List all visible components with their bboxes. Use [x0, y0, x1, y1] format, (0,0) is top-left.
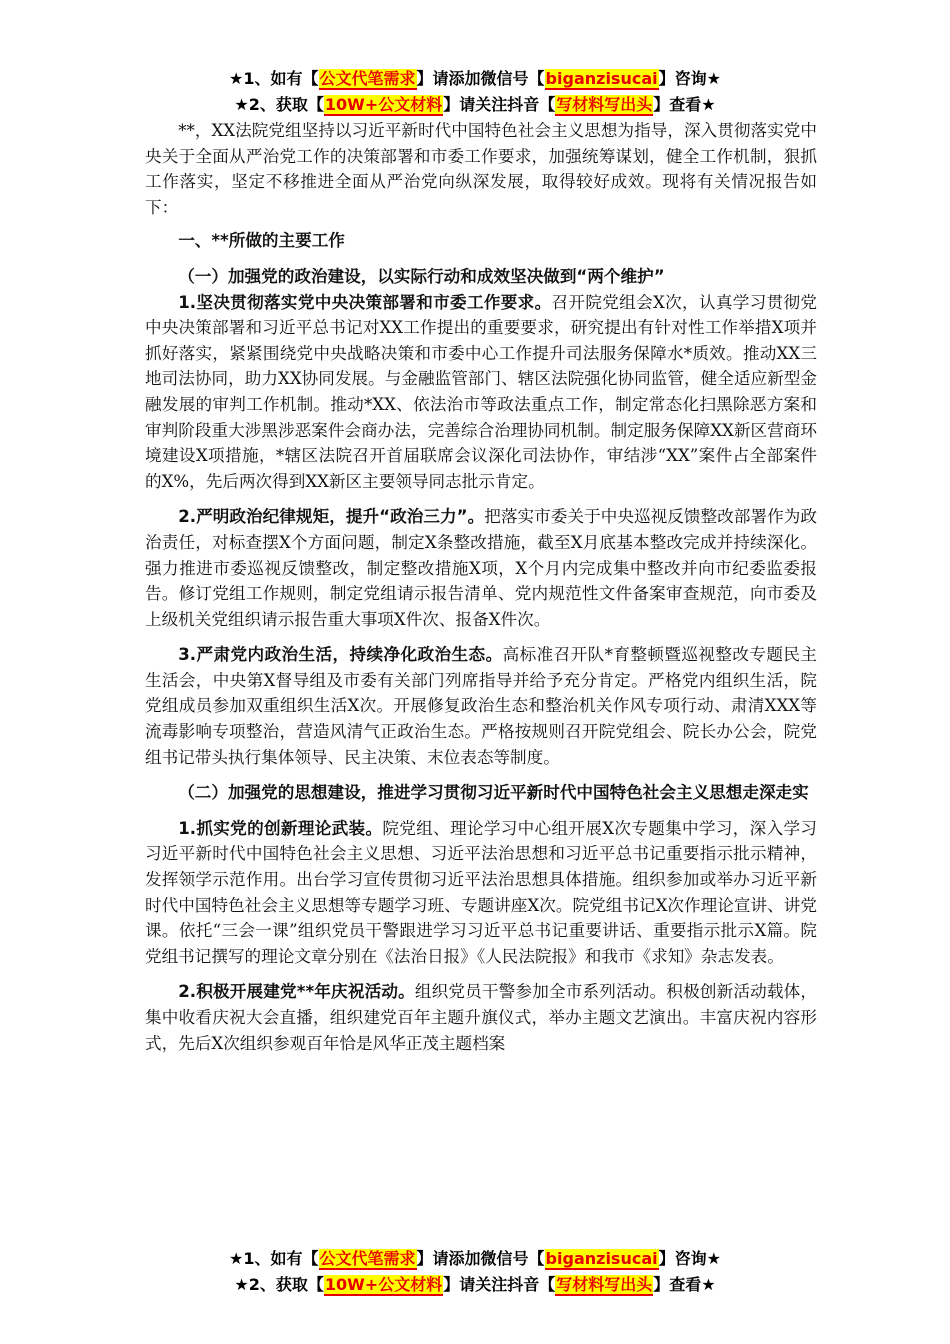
paragraph-2: 2.严明政治纪律规矩，提升“政治三力”。把落实市委关于中央巡视反馈整改部署作为政治责任，对标查摆X个方面问题，制定X条整改措施，截至X月底基本整改完成并持续深化。强力推进市委巡视反馈整改，制定整改措施X项，X个月内完成集中整改并向市纪委监委报告。修订党组工作规则，制定党组请示报告清单、党内规范性文件备案审查规范，向市委及上级机关党组织请示报告重大事项X件次、报备X件次。: [145, 507, 817, 629]
intro-paragraph: **，XX法院党组坚持以习近平新时代中国特色社会主义思想为指导，深入贯彻落实党中央关于全面从严治党工作的决策部署和市委工作要求，加强统筹谋划，健全工作机制，狠抓工作落实，坚定不移推进全面从严治党向纵深发展，取得较好成效。现将有关情况报告如下：: [145, 121, 817, 217]
subsection-heading-2: （二）加强党的思想建设，推进学习贯彻习近平新时代中国特色社会主义思想走深走实: [178, 783, 809, 803]
document-body: [145, 118, 817, 1056]
highlight-materials: 10W+公文材料: [324, 95, 443, 114]
paragraph-lead: 2.积极开展建党**年庆祝活动。: [178, 982, 415, 1002]
paragraph-lead: 3.严肃党内政治生活，持续净化政治生态。: [178, 645, 503, 665]
banner-line-2: ★2、获取【10W+公文材料】请关注抖音【写材料写出头】查看★: [234, 1275, 716, 1294]
top-banner: [0, 66, 950, 118]
highlight-douyin: 写材料写出头: [556, 95, 653, 114]
banner-line-1: ★1、如有【公文代笔需求】请添加微信号【biganzisucai】咨询★: [229, 69, 721, 88]
banner-line-2: ★2、获取【10W+公文材料】请关注抖音【写材料写出头】查看★: [234, 95, 716, 114]
paragraph-lead: 1.坚决贯彻落实党中央决策部署和市委工作要求。: [178, 292, 552, 312]
highlight-service: 公文代笔需求: [319, 69, 416, 88]
banner-line-1: ★1、如有【公文代笔需求】请添加微信号【biganzisucai】咨询★: [229, 1249, 721, 1268]
paragraph-lead: 1.抓实党的创新理论武装。: [178, 818, 383, 838]
subsection-heading-1: （一）加强党的政治建设，以实际行动和成效坚决做到“两个维护”: [178, 266, 665, 286]
paragraph-4: 1.抓实党的创新理论武装。院党组、理论学习中心组开展X次专题集中学习，深入学习习近平新时代中国特色社会主义思想、习近平法治思想和习近平总书记重要指示批示精神，发挥领学示范作用。出台学习宣传贯彻习近平法治思想具体措施。组织参加或举办习近平新时代中国特色社会主义思想等专题学习班、专题讲座X次。院党组书记X次作理论宣讲、讲党课。依托“三会一课”组织党员干警跟进学习习近平总书记重要讲话、重要指示批示X篇。院党组书记撰写的理论文章分别在《法治日报》《人民法院报》和我市《求知》杂志发表。: [145, 818, 817, 966]
highlight-wechat-id: biganzisucai: [545, 69, 658, 88]
highlight-materials: 10W+公文材料: [324, 1275, 443, 1294]
highlight-wechat-id: biganzisucai: [545, 1249, 658, 1268]
section-heading-1: 一、**所做的主要工作: [178, 231, 345, 251]
paragraph-1: 1.坚决贯彻落实党中央决策部署和市委工作要求。召开院党组会X次，认真学习贯彻党中央决策部署和习近平总书记对XX工作提出的重要要求，研究提出有针对性工作举措X项并抓好落实，紧紧围绕党中央战略决策和市委中心工作提升司法服务保障水*质效。推动XX三地司法协同，助力XX协同发展。与金融监管部门、辖区法院强化协同监管，健全适应新型金融发展的审判工作机制。推动*XX、依法治市等政法重点工作，制定常态化扫黑除恶方案和审判阶段重大涉黑涉恶案件会商办法，完善综合治理协同机制。制定服务保障XX新区营商环境建设X项措施，*辖区法院召开首届联席会议深化司法协作，审结涉“XX”案件占全部案件的X%，先后两次得到XX新区主要领导同志批示肯定。: [145, 292, 818, 491]
highlight-douyin: 写材料写出头: [556, 1275, 653, 1294]
paragraph-lead: 2.严明政治纪律规矩，提升“政治三力”。: [178, 507, 485, 527]
paragraph-3: 3.严肃党内政治生活，持续净化政治生态。高标准召开队*育整顿暨巡视整改专题民主生活会，中央第X督导组及市委有关部门列席指导并给予充分肯定。严格党内组织生活，院党组成员参加双重组织生活X次。开展修复政治生态和整治机关作风专项行动、肃清XXX等流毒影响专项整治，营造风清气正政治生态。严格按规则召开院党组会、院长办公会，院党组书记带头执行集体领导、民主决策、末位表态等制度。: [145, 645, 817, 767]
bottom-banner: [0, 1246, 950, 1298]
highlight-service: 公文代笔需求: [319, 1249, 416, 1268]
paragraph-5: 2.积极开展建党**年庆祝活动。组织党员干警参加全市系列活动。积极创新活动载体，集中收看庆祝大会直播，组织建党百年主题升旗仪式，举办主题文艺演出。丰富庆祝内容形式，先后X次组织参观百年恰是风华正茂主题档案: [145, 982, 817, 1053]
